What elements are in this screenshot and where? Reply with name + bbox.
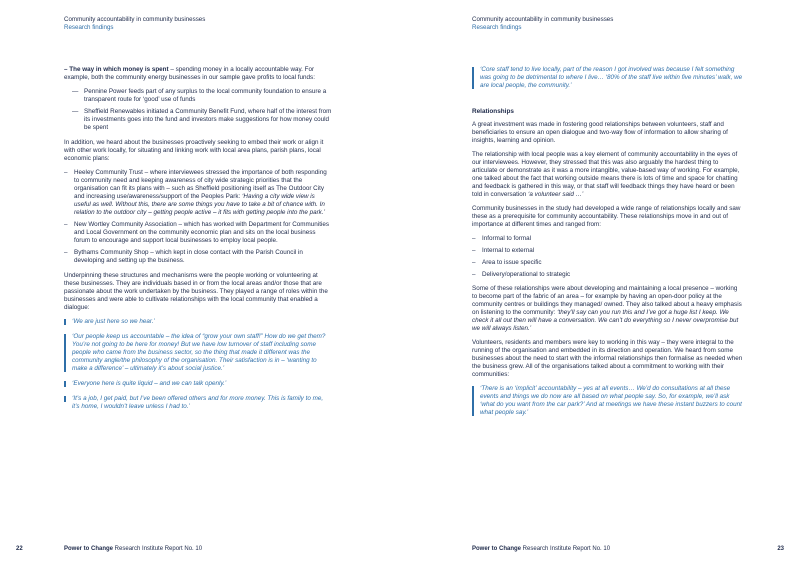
- quote-family: [64, 395, 332, 411]
- footer-report: Research Institute Report No. 10: [113, 546, 203, 552]
- list-item-area: – Area to issue specific: [472, 259, 542, 266]
- bullet-heeley: – Heeley Community Trust – where interviewees stressed the importance of both responding to community need and keeping awareness of city wide strategic priorities that the organisation can fit its plans with – such as Sheffield positioning itself as The Outdoor City and increasing use/awareness/support of the Peoples Park: ‘Having a city wide view is useful as well. Without this, there are some things you have to take a bit of chance with. In relation to the outdoor city – getting people active – it fits with getting people into the park.’: [64, 169, 327, 216]
- quote-implicit: [472, 385, 744, 417]
- quote-hear: [64, 318, 332, 326]
- paragraph-underpinning: Underpinning these structures and mechanisms were the people working or volunteering at these businesses. They are individuals based in or from the local areas and/or those that are passionate about the work undertaken by the business. They played a range of roles within the businesses and were able to cultivate relationships with the local community that enabled a dialogue:: [64, 272, 328, 311]
- quote-hear-text: ‘We are just here so we hear.’: [72, 318, 155, 325]
- paragraph-embed-work: In addition, we heard about the businesses proactively seeking to embed their work or align it with other work locally, for situating and linking work with local area plans, parish plans, local economic plans:: [64, 139, 324, 162]
- footer-left: [64, 546, 202, 552]
- quote-grow-staff-text: ‘Our people keep us accountable – the idea of “grow your own staff!” How do we get them? You’re not going to be here for money! But we have low turnover of staff including some people who came from the business sector, so the thing that made it different was the community angle/the philosophy of the organisation. Their satisfaction is in – ‘wanting to make a difference’ – ultimately it’s about social justice.’: [72, 333, 326, 372]
- paragraph-presence-text: Some of these relationships were about developing and maintaining a local presence – working to become part of the fabric of an area – for example by having an open-door policy at the community centres or buildings they managed/ owned. They also talked about a heavy emphasis on listening to the community:: [472, 285, 742, 316]
- list-item-delivery-text: Delivery/operational to strategic: [482, 271, 571, 278]
- left-body: [64, 66, 332, 418]
- bullet-bythams: – Bythams Community Shop – which kept in close contact with the Parish Council in developing and setting up the business.: [64, 249, 303, 264]
- running-head-subtitle: Research findings: [472, 23, 522, 31]
- quote-grow-staff: [64, 333, 332, 373]
- page-number-left: 22: [16, 546, 23, 552]
- quote-core-staff-text: ‘Core staff tend to live locally, part of the reason I got involved was because I felt something was going to be detrimental to where I live… ‘80% of the staff live within five minutes’ walk, we are local people, the community.’: [480, 66, 743, 89]
- bullet-new-wortley: – New Wortley Community Association – which has worked with Department for Communities and Local Government on the community economic plan and sits on the local business forum to encourage and support local businesses to employ local people.: [64, 221, 330, 244]
- paragraph-presence-quote: ‘they’ll say can you run this and I’ve got a huge list I keep. We check it all out then will have a conversation. We can’t do everything so I never overpromise but we will always listen.’: [472, 309, 739, 332]
- paragraph-range: Community businesses in the study had developed a wide range of relationships locally and saw these as a prerequisite for community accountability. These relationships move in and out of importance at different times and ranged from:: [472, 205, 741, 228]
- bullet-new-wortley-text: New Wortley Community Association – which has worked with Department for Communities and Local Government on the community economic plan and sits on the local business forum to encourage and support local businesses to employ local people.: [74, 221, 330, 244]
- paragraph-local-people: [472, 151, 744, 199]
- sub-bullet-sheffield: — Sheffield Renewables initiated a Community Benefit Fund, where half of the interest from its investments goes into the fund and investors make suggestions for how money could be spent: [72, 108, 332, 131]
- quote-family-text: ‘It’s a job, I get paid, but I’ve been offered others and for more money. This is family to me, it’s home, I wouldn’t leave unless I had to.’: [72, 395, 324, 410]
- paragraph-local-people-text: The relationship with local people was a key element of community accountability in the eyes of our interviewees. However, they stressed that this was also arguably the hardest thing to articulate or demonstrate as it was a more intangible, value-based way of working. For example, one talked about the fact that working outside means there is lots of time and space for chatting and feedback is gathered in this way, or that staff will feedback things they have heard or been told in conversation: [472, 151, 740, 198]
- list-item-internal-text: Internal to external: [482, 247, 535, 254]
- right-body: [472, 66, 744, 424]
- running-head-right: [472, 16, 613, 31]
- section-heading-relationships: Relationships: [472, 108, 514, 115]
- list-item-informal: – Informal to formal: [472, 235, 531, 242]
- running-head-title: Community accountability in community businesses: [64, 16, 206, 23]
- sub-bullet-pennine: — Pennine Power feeds part of any surplus to the local community foundation to ensure a transparent route for ‘good’ use of funds: [72, 88, 327, 103]
- sub-bullet-pennine-text: Pennine Power feeds part of any surplus to the local community foundation to ensure a transparent route for ‘good’ use of funds: [84, 88, 327, 103]
- bullet-money-spent: [64, 66, 332, 82]
- quote-core-staff: [472, 66, 744, 90]
- list-item-internal: – Internal to external: [472, 247, 535, 254]
- paragraph-local-people-quote: ‘a volunteer said …’: [528, 191, 584, 198]
- footer-brand: Power to Change: [64, 546, 114, 552]
- bullet-heeley-quote: ‘Having a city wide view is useful as well. Without this, there are some things you have to take a bit of chance with. In relation to the outdoor city – getting people active – it fits with getting people into the park.’: [74, 193, 325, 216]
- quote-liquid-text: ‘Everyone here is quite liquid – and we can talk openly.’: [72, 380, 227, 387]
- running-head-title: Community accountability in community businesses: [472, 16, 614, 23]
- running-head-left: [64, 16, 205, 31]
- footer-report: Research Institute Report No. 10: [521, 546, 611, 552]
- footer-right: [472, 546, 610, 552]
- paragraph-presence: [472, 285, 744, 333]
- paragraph-volunteers: Volunteers, residents and members were key to working in this way – they were integral to the running of the organisation and embedded in its direction and operation. We heard from some businesses about the need to start with the informal relationships then formalise as needed when the business grew. All of the organisations talked about a commitment to working with their communities:: [472, 339, 743, 378]
- page-number-right: 23: [777, 546, 784, 552]
- list-item-delivery: – Delivery/operational to strategic: [472, 271, 571, 278]
- paragraph-investment: A great investment was made in fostering good relationships between volunteers, staff and beneficiaries to ensure an open dialogue and two-way flow of information to allow sharing of insights, learning and opinion.: [472, 121, 728, 144]
- bullet-money-spent-text: – spending money in a locally accountable way. For example, both the community energy businesses in our sample gave profits to local funds:: [64, 66, 315, 81]
- sub-bullet-sheffield-text: Sheffield Renewables initiated a Community Benefit Fund, where half of the interest from its investments goes into the fund and investors make suggestions for how money could be spent: [84, 108, 332, 131]
- list-item-informal-text: Informal to formal: [482, 235, 531, 242]
- running-head-subtitle: Research findings: [64, 23, 114, 31]
- bullet-money-spent-bold: – The way in which money is spent: [64, 66, 169, 73]
- bullet-heeley-text: Heeley Community Trust – where interviewees stressed the importance of both responding to community need and keeping awareness of city wide strategic priorities that the organisation can fit its plans with – such as Sheffield positioning itself as The Outdoor City and increasing use/awareness/support of the Peoples Park:: [74, 169, 327, 200]
- right-page: [400, 0, 800, 566]
- list-item-area-text: Area to issue specific: [482, 259, 542, 266]
- footer-brand: Power to Change: [472, 546, 522, 552]
- bullet-bythams-text: Bythams Community Shop – which kept in close contact with the Parish Council in developing and setting up the business.: [74, 249, 303, 264]
- quote-liquid: [64, 380, 332, 388]
- quote-implicit-text: ‘There is an ‘implicit’ accountability – yes at all events… We’d do consultations at all these events and things we do now are all based on what people say. So, for example, we’ll ask ‘what do you want from the car park?’ And at meetings we have these instant buzzers to count what people say.’: [480, 385, 742, 416]
